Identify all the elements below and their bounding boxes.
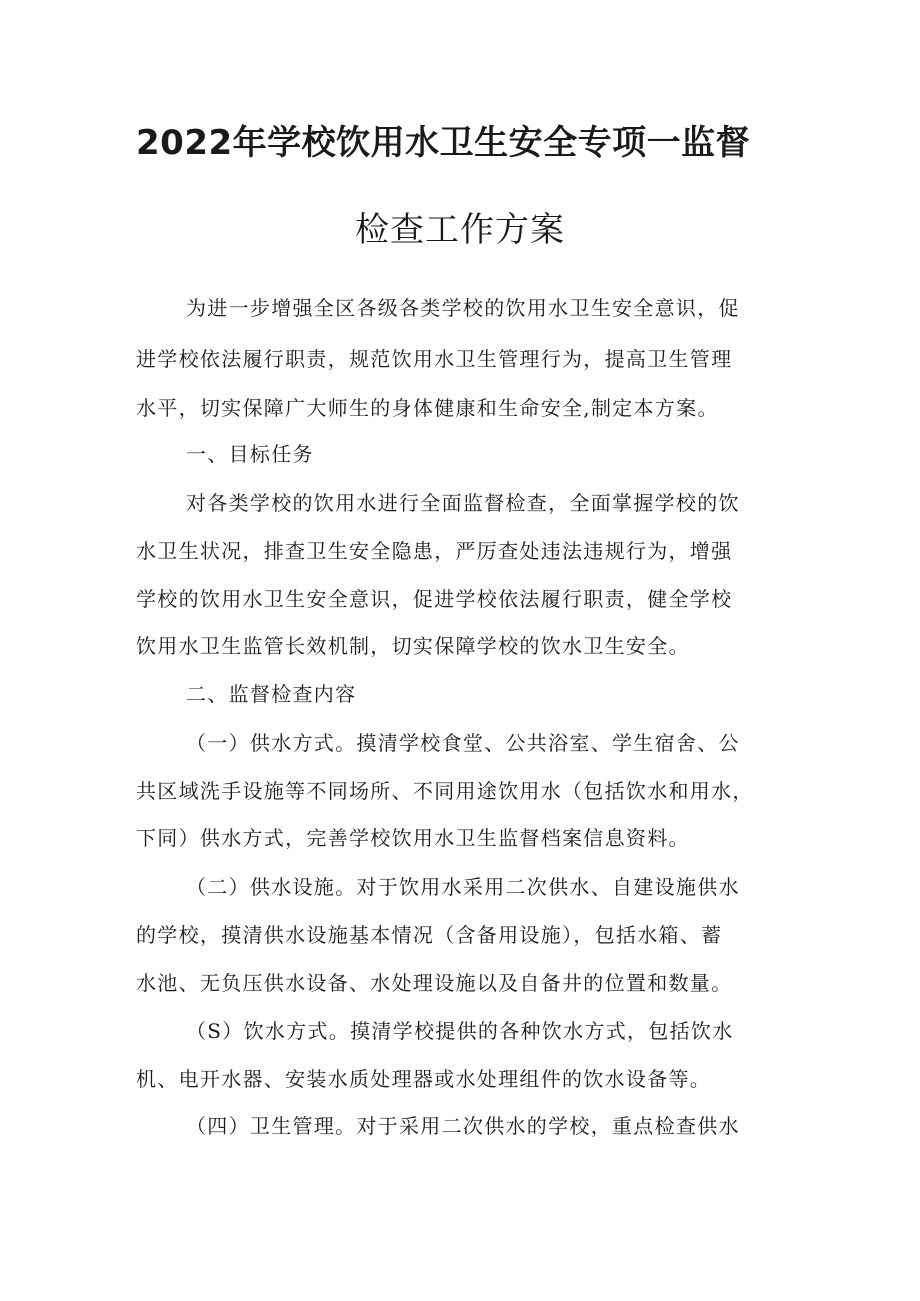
- paragraph-item-1-line: （一）供水方式。摸清学校食堂、公共浴室、学生宿舍、公: [186, 731, 740, 755]
- paragraph-item-2-line: 水池、无负压供水设备、水处理设施以及自备井的位置和数量。: [136, 971, 733, 995]
- paragraph-goals-line: 饮用水卫生监管长效机制，切实保障学校的饮水卫生安全。: [136, 634, 690, 658]
- paragraph-goals-line: 学校的饮用水卫生安全意识，促进学校依法履行职责，健全学校: [136, 587, 733, 611]
- paragraph-item-2-line: 的学校，摸清供水设施基本情况（含备用设施），包括水箱、蓄: [136, 923, 723, 947]
- document-title-line-2: 检查工作方案: [355, 210, 565, 250]
- paragraph-item-1-line: 下同）供水方式，完善学校饮用水卫生监督档案信息资料。: [136, 826, 690, 850]
- paragraph-goals-line: 水卫生状况，排查卫生安全隐患，严厉查处违法违规行为，增强: [136, 539, 733, 563]
- section-heading-inspection: 二、监督检查内容: [186, 682, 357, 706]
- paragraph-item-1-line: 共区域洗手设施等不同场所、不同用途饮用水（包括饮水和用水，: [136, 779, 754, 803]
- paragraph-intro-line: 水平，切实保障广大师生的身体健康和生命安全,制定本方案。: [136, 396, 719, 420]
- document-title-line-1: 2022年学校饮用水卫生安全专项一监督: [136, 123, 751, 163]
- paragraph-goals-line: 对各类学校的饮用水进行全面监督检查，全面掌握学校的饮: [186, 491, 740, 515]
- paragraph-item-4-line: （四）卫生管理。对于采用二次供水的学校，重点检查供水: [186, 1114, 740, 1138]
- section-heading-goals: 一、目标任务: [186, 442, 314, 466]
- paragraph-item-3-line: （S）饮水方式。摸清学校提供的各种饮水方式，包括饮水: [186, 1019, 734, 1043]
- paragraph-intro-line: 为进一步增强全区各级各类学校的饮用水卫生安全意识，促: [186, 296, 740, 320]
- paragraph-item-2-line: （二）供水设施。对于饮用水采用二次供水、自建设施供水: [186, 875, 740, 899]
- paragraph-item-3-line: 机、电开水器、安装水质处理器或水处理组件的饮水设备等。: [136, 1067, 712, 1091]
- paragraph-intro-line: 进学校依法履行职责，规范饮用水卫生管理行为，提高卫生管理: [136, 347, 733, 371]
